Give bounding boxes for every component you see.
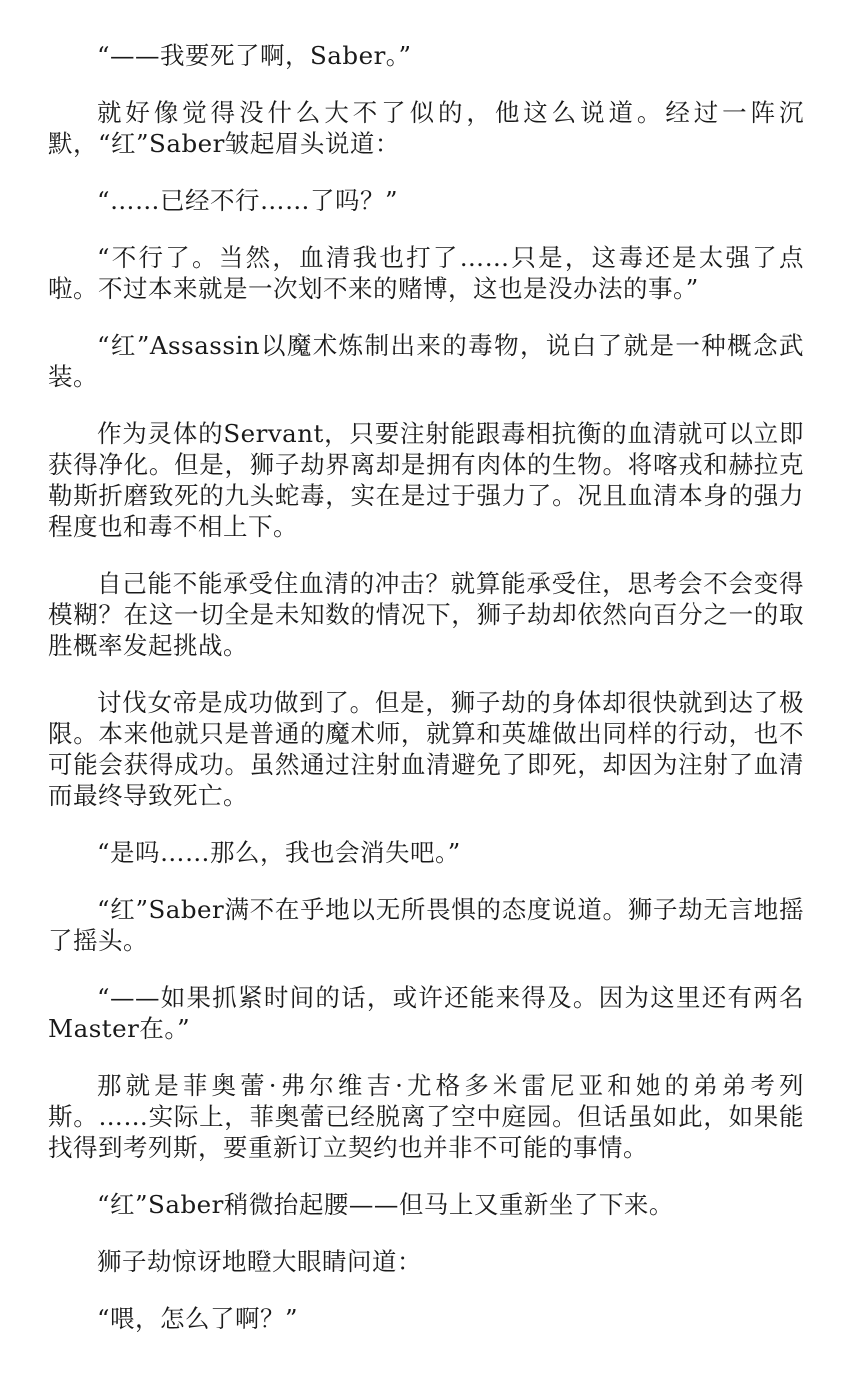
paragraph: “喂，怎么了啊？” [97,1304,299,1333]
paragraph: 作为灵体的Servant，只要注射能跟毒相抗衡的血清就可以立即获得净化。但是，狮子劫界离却是拥有肉体的生物。将喀戎和赫拉克勒斯折磨致死的九头蛇毒，实在是过于强力了。况且血清本身的强力程度也和毒不相上下。 [48,419,804,541]
paragraph: “是吗……那么，我也会消失吧。” [97,838,461,867]
paragraph: 就好像觉得没什么大不了似的，他这么说道。经过一阵沉默，“红”Saber皱起眉头说道： [48,98,804,158]
document-page [48,40,804,1360]
paragraph: 那就是菲奥蕾·弗尔维吉·尤格多米雷尼亚和她的弟弟考列斯。……实际上，菲奥蕾已经脱离了空中庭园。但话虽如此，如果能找得到考列斯，要重新订立契约也并非不可能的事情。 [48,1071,804,1162]
paragraph: 讨伐女帝是成功做到了。但是，狮子劫的身体却很快就到达了极限。本来他就只是普通的魔术师，就算和英雄做出同样的行动，也不可能会获得成功。虽然通过注射血清避免了即死，却因为注射了血清而最终导致死亡。 [48,688,804,810]
paragraph: “——如果抓紧时间的话，或许还能来得及。因为这里还有两名Master在。” [48,983,804,1043]
paragraph: 狮子劫惊讶地瞪大眼睛问道： [97,1247,422,1276]
paragraph: “红”Saber稍微抬起腰——但马上又重新坐了下来。 [97,1190,674,1219]
paragraph: “——我要死了啊，Saber。” [97,41,412,70]
paragraph: “不行了。当然，血清我也打了……只是，这毒还是太强了点啦。不过本来就是一次划不来的赌博，这也是没办法的事。” [48,243,804,303]
paragraph: “……已经不行……了吗？” [97,186,399,215]
paragraph: “红”Assassin以魔术炼制出来的毒物，说白了就是一种概念武装。 [48,331,804,391]
paragraph: “红”Saber满不在乎地以无所畏惧的态度说道。狮子劫无言地摇了摇头。 [48,895,804,955]
paragraph: 自己能不能承受住血清的冲击？就算能承受住，思考会不会变得模糊？在这一切全是未知数的情况下，狮子劫却依然向百分之一的取胜概率发起挑战。 [48,569,804,660]
